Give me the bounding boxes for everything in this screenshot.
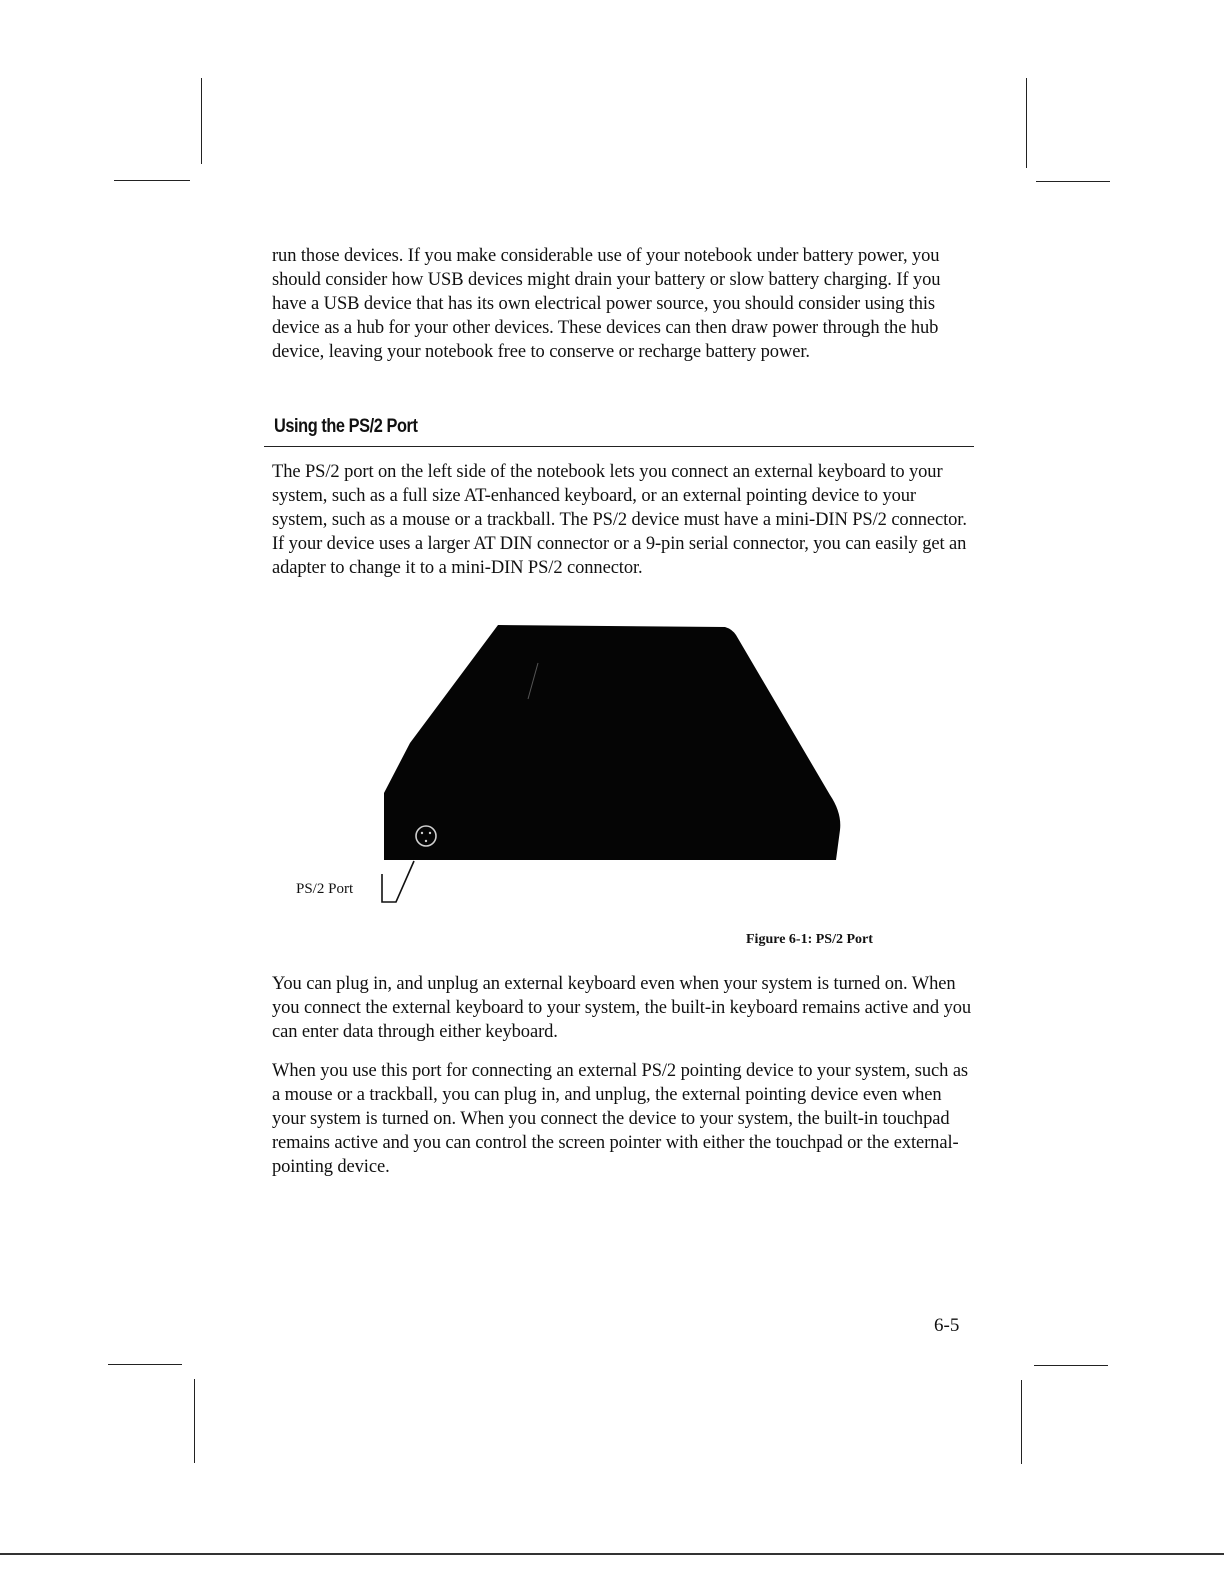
ps2-port-label: PS/2 Port [296,881,354,897]
crop-mark-bottom-right-vertical [1021,1380,1022,1464]
crop-mark-top-right-vertical [1026,78,1027,168]
paragraph-keyboard: You can plug in, and unplug an external keyboard even when your system is turned on. When you connect the external keyboard to your system, the built-in keyboard remains active and you can enter data through either keyboard. [272,974,972,1042]
page-number: 6-5 [934,1315,960,1336]
crop-mark-bottom-left-horizontal [108,1364,182,1365]
crop-mark-top-right-horizontal [1036,181,1110,182]
paragraph-ps2-intro: The PS/2 port on the left side of the notebook lets you connect an external keyboard to your system, such as a full size AT-enhanced keyboard, or an external pointing device to your system, such as a mouse or a trackball. The PS/2 device must have a mini-DIN PS/2 connector. If your device uses a larger AT DIN connector or a 9-pin serial connector, you can easily get an adapter to change it to a mini-DIN PS/2 connector. [272,462,967,578]
crop-mark-bottom-right-horizontal [1034,1365,1108,1366]
section-heading: Using the PS/2 Port [274,416,418,437]
crop-mark-top-left-horizontal [114,180,190,181]
crop-mark-top-left-vertical [201,78,202,164]
scan-edge-line [0,1553,1224,1555]
notebook-side-illustration [370,615,850,915]
paragraph-pointing-device: When you use this port for connecting an external PS/2 pointing device to your system, such as a mouse or a trackball, you can plug in, and unplug, the external pointing device even when your system is turned on. When you connect the device to your system, the built-in touchpad remains active and you can control the screen pointer with either the touchpad or the external-pointing device. [272,1061,969,1177]
heading-rule [264,446,974,447]
crop-mark-bottom-left-vertical [194,1379,195,1463]
callout-line [382,861,414,902]
notebook-body [384,625,840,860]
figure-caption: Figure 6-1: PS/2 Port [746,932,873,947]
paragraph-usb-power: run those devices. If you make considerable use of your notebook under battery power, you should consider how USB devices might drain your battery or slow battery charging. If you have a USB device that has its own electrical power source, you should consider using this device as a hub for your other devices. These devices can then draw power through the hub device, leaving your notebook free to conserve or recharge battery power. [272,246,941,362]
